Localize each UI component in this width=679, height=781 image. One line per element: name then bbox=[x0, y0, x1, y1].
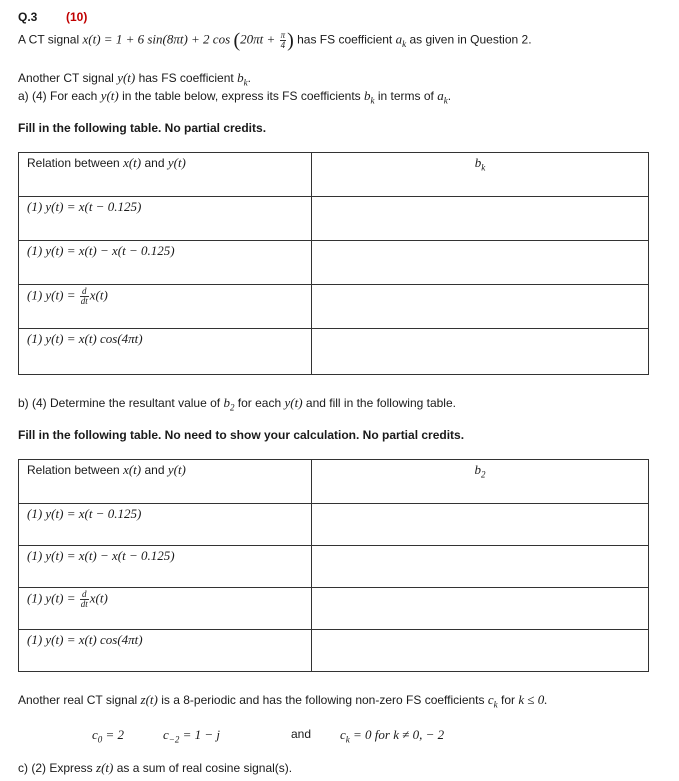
line-y-mid: has FS coefficient bbox=[138, 71, 234, 85]
table-a-row-4-answer[interactable] bbox=[312, 329, 649, 375]
table-b-row-1-answer[interactable] bbox=[312, 504, 649, 546]
table-b-row-2-text: (1) y(t) = x(t) − x(t − 0.125) bbox=[27, 548, 175, 563]
table-b-row-4-answer[interactable] bbox=[312, 630, 649, 672]
part-a-coef-sub: k bbox=[370, 95, 375, 106]
table-a-deriv-num: d bbox=[80, 287, 89, 297]
line-y-sig: y(t) bbox=[117, 70, 136, 85]
intro-cos-arg: 20πt + bbox=[240, 31, 279, 47]
table-a-header-x: x(t) bbox=[123, 155, 142, 170]
table-a-deriv-frac bbox=[80, 287, 89, 306]
table-b-row-4-text: (1) y(t) = x(t) cos(4πt) bbox=[27, 632, 143, 647]
part-c-end: as a sum of real cosine signal(s). bbox=[116, 761, 293, 775]
part-c-label: c) (2) Express bbox=[18, 761, 93, 775]
table-b-deriv-frac bbox=[80, 590, 89, 609]
table-a-header-row bbox=[19, 153, 649, 197]
part-a-label: a) (4) For each bbox=[18, 89, 98, 103]
line-y-lead: Another CT signal bbox=[18, 71, 114, 85]
table-a-row-1-relation bbox=[19, 197, 312, 241]
part-a-coef: b bbox=[364, 88, 371, 103]
part-b-mid: for each bbox=[237, 396, 282, 410]
table-b-row-3-answer[interactable] bbox=[312, 588, 649, 630]
line-z bbox=[18, 692, 548, 709]
table-a-deriv-tail: x(t) bbox=[89, 287, 108, 303]
table-a-row-3-answer[interactable] bbox=[312, 285, 649, 329]
table-b-row-4-relation bbox=[19, 630, 312, 672]
table-b-row-2-answer[interactable] bbox=[312, 546, 649, 588]
table-b-row bbox=[19, 630, 649, 672]
coef-c0-val: = 2 bbox=[102, 727, 125, 742]
part-a-end: . bbox=[447, 89, 452, 103]
part-a-mid2: in terms of bbox=[377, 89, 434, 103]
intro-tail-start: has FS coefficient bbox=[297, 32, 393, 47]
line-z-coef-sub: k bbox=[493, 699, 498, 710]
line-z-lead: Another real CT signal bbox=[18, 693, 138, 707]
table-a-header-right bbox=[312, 153, 649, 197]
line-z-cond: k ≤ 0. bbox=[518, 692, 548, 707]
table-a-row bbox=[19, 285, 649, 329]
table-a-row-4-relation bbox=[19, 329, 312, 375]
table-b-row-3-relation bbox=[19, 588, 312, 630]
line-z-coef: c bbox=[487, 692, 494, 707]
intro-line bbox=[18, 31, 532, 50]
intro-tail-end: as given in Question 2. bbox=[409, 32, 532, 47]
table-b-header-text: Relation between bbox=[27, 463, 120, 477]
paren-open: ( bbox=[233, 29, 241, 52]
part-a-sig: y(t) bbox=[100, 88, 119, 103]
table-a-row-3-relation bbox=[19, 285, 312, 329]
table-b-header-x: x(t) bbox=[123, 462, 142, 477]
part-a-coef2: a bbox=[437, 88, 444, 103]
part-a-instruction: Fill in the following table. No partial credits. bbox=[18, 121, 267, 135]
table-b bbox=[18, 459, 649, 672]
table-b-row bbox=[19, 546, 649, 588]
pi-over-4 bbox=[280, 31, 287, 50]
part-b-end: and fill in the following table. bbox=[305, 396, 456, 410]
coef-c0 bbox=[92, 727, 124, 745]
table-b-row bbox=[19, 504, 649, 546]
table-b-header-b2-sub: 2 bbox=[481, 469, 486, 480]
table-a-header-left bbox=[19, 153, 312, 197]
coef-cm2 bbox=[163, 727, 220, 745]
paren-close: ) bbox=[287, 29, 294, 52]
part-b-instruction: Fill in the following table. No need to show your calculation. No partial credits. bbox=[18, 428, 465, 442]
pi-num: π bbox=[280, 30, 286, 40]
table-a-row-4-text: (1) y(t) = x(t) cos(4πt) bbox=[27, 331, 143, 346]
coef-c0-sym: c bbox=[92, 727, 98, 742]
table-a-header-and: and bbox=[144, 156, 165, 170]
line-y bbox=[18, 70, 251, 87]
table-b-header-b2: b bbox=[474, 462, 481, 477]
coef-and: and bbox=[291, 727, 312, 741]
table-a-row-3-lead: (1) y(t) = bbox=[27, 287, 79, 303]
table-b-header-and: and bbox=[144, 463, 165, 477]
table-a-header-bk: b bbox=[474, 155, 482, 170]
coef-cm2-sym: c bbox=[163, 727, 169, 742]
table-b-deriv-tail: x(t) bbox=[89, 590, 108, 606]
line-z-for: for bbox=[500, 693, 515, 707]
part-c-sig: z(t) bbox=[96, 760, 114, 775]
line-y-coef-sub: k bbox=[243, 77, 248, 88]
table-a-row bbox=[19, 197, 649, 241]
table-a-header-y: y(t) bbox=[167, 155, 186, 170]
intro-signal-expr: x(t) = 1 + 6 sin(8πt) + 2 cos bbox=[82, 31, 231, 47]
coef-ck-sym: c bbox=[340, 727, 346, 742]
coef-ck bbox=[340, 727, 444, 745]
table-a-row-3-text bbox=[27, 285, 311, 306]
table-b-row-1-text: (1) y(t) = x(t − 0.125) bbox=[27, 506, 142, 521]
part-b-label: b) (4) Determine the resultant value of bbox=[18, 396, 221, 410]
part-a-coef2-sub: k bbox=[443, 95, 448, 106]
table-b-row-2-relation bbox=[19, 546, 312, 588]
line-y-end: . bbox=[247, 71, 251, 85]
table-b-row-3-text bbox=[27, 588, 311, 609]
table-a-row-2-relation bbox=[19, 241, 312, 285]
table-a-row bbox=[19, 329, 649, 375]
part-b-sig: y(t) bbox=[284, 395, 303, 410]
table-a-header-text: Relation between bbox=[27, 156, 120, 170]
table-b-row-3-lead: (1) y(t) = bbox=[27, 590, 79, 606]
line-y-coef: b bbox=[237, 70, 244, 85]
table-b-header-right bbox=[312, 460, 649, 504]
line-z-sig: z(t) bbox=[140, 692, 158, 707]
part-a-line bbox=[18, 88, 451, 105]
line-z-mid: is a 8-periodic and has the following non-zero FS coefficients bbox=[161, 693, 485, 707]
coef-c0-sub: 0 bbox=[97, 734, 103, 745]
table-b-header-y: y(t) bbox=[167, 462, 186, 477]
part-a-mid: in the table below, express its FS coefficients bbox=[122, 89, 361, 103]
table-b-deriv-den: dt bbox=[80, 599, 88, 609]
intro-coef-sub: k bbox=[402, 39, 407, 50]
coef-cm2-sub: −2 bbox=[168, 734, 180, 745]
table-a bbox=[18, 152, 649, 375]
table-a-row-1-text: (1) y(t) = x(t − 0.125) bbox=[27, 199, 142, 214]
table-a-row bbox=[19, 241, 649, 285]
table-a-deriv-den: dt bbox=[80, 296, 88, 306]
question-points: (10) bbox=[66, 10, 88, 24]
intro-lead: A CT signal bbox=[18, 32, 80, 47]
table-b-row-1-relation bbox=[19, 504, 312, 546]
table-b-header-left bbox=[19, 460, 312, 504]
table-a-header-bk-sub: k bbox=[481, 162, 486, 173]
coef-ck-sub: k bbox=[345, 734, 350, 745]
table-b-deriv-num: d bbox=[80, 590, 89, 600]
part-b-coef-sub: 2 bbox=[229, 402, 235, 413]
part-c-line bbox=[18, 760, 292, 776]
coef-ck-val: = 0 for k ≠ 0, − 2 bbox=[349, 727, 445, 742]
table-a-row-2-text: (1) y(t) = x(t) − x(t − 0.125) bbox=[27, 243, 175, 258]
table-a-row-1-answer[interactable] bbox=[312, 197, 649, 241]
table-b-header-row bbox=[19, 460, 649, 504]
table-b-row bbox=[19, 588, 649, 630]
part-b-coef: b bbox=[223, 395, 230, 410]
question-number: Q.3 bbox=[18, 10, 38, 24]
intro-coef: a bbox=[395, 31, 403, 47]
pi-den: 4 bbox=[280, 40, 286, 50]
part-b-line bbox=[18, 395, 456, 412]
coef-cm2-val: = 1 − j bbox=[179, 727, 221, 742]
table-a-row-2-answer[interactable] bbox=[312, 241, 649, 285]
